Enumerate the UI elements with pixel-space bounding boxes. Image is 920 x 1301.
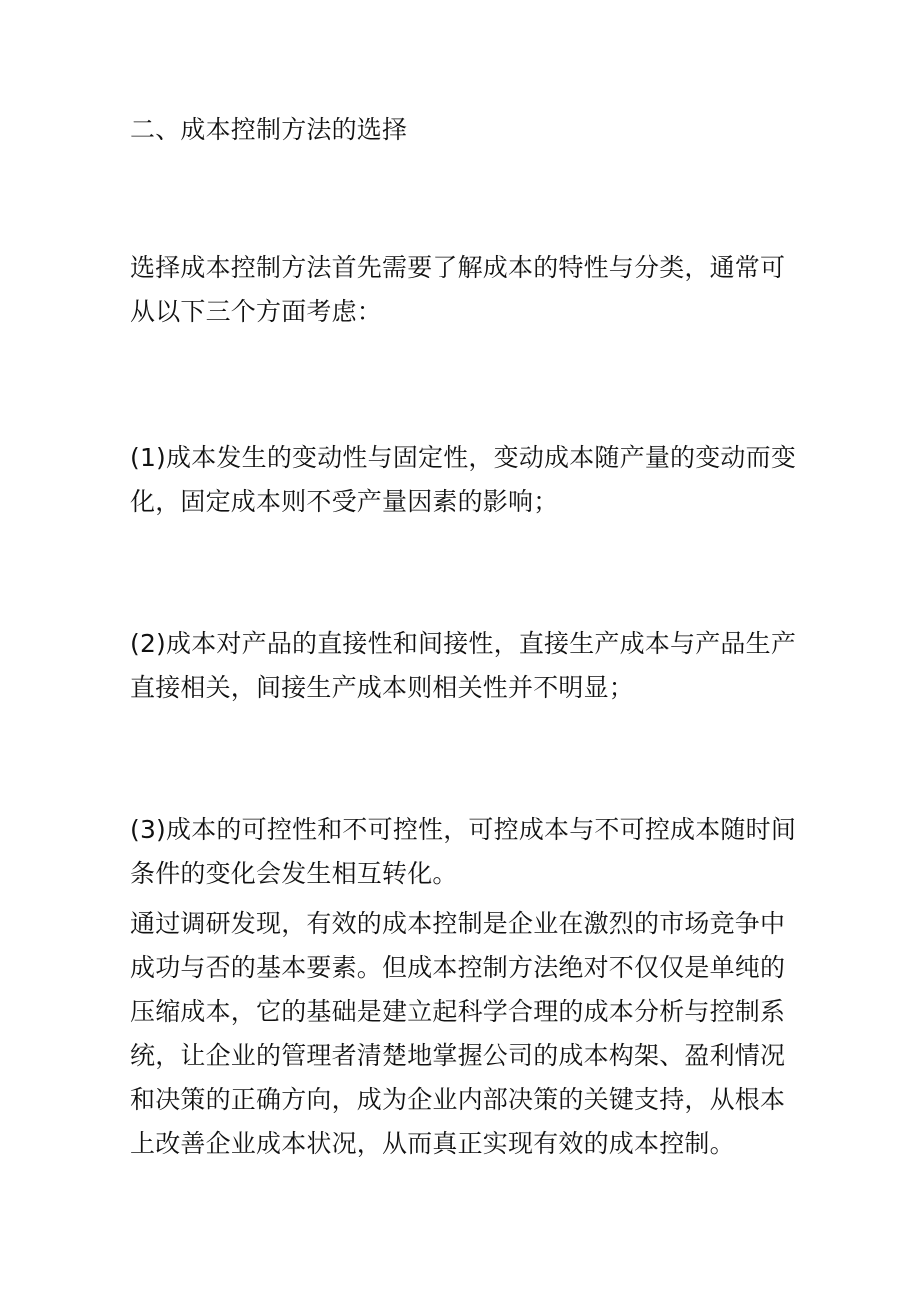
list-item-2: (2)成本对产品的直接性和间接性，直接生产成本与产品生产直接相关，间接生产成本则相关性并不明显； [130,629,797,702]
intro-paragraph: 选择成本控制方法首先需要了解成本的特性与分类，通常可从以下三个方面考虑： [130,253,786,326]
list-item-3: (3)成本的可控性和不可控性，可控成本与不可控成本随时间条件的变化会发生相互转化。 [130,815,797,888]
list-item-1: (1)成本发生的变动性与固定性，变动成本随产量的变动而变化，固定成本则不受产量因素的影响； [130,443,797,516]
section-heading: 二、成本控制方法的选择 [130,115,408,144]
summary-paragraph: 通过调研发现，有效的成本控制是企业在激烈的市场竞争中成功与否的基本要素。但成本控制方法绝对不仅仅是单纯的压缩成本，它的基础是建立起科学合理的成本分析与控制系统，让企业的管理者清楚地掌握公司的成本构架、盈利情况和决策的正确方向，成为企业内部决策的关键支持，从根本上改善企业成本状况，从而真正实现有效的成本控制。 [130,909,786,1158]
